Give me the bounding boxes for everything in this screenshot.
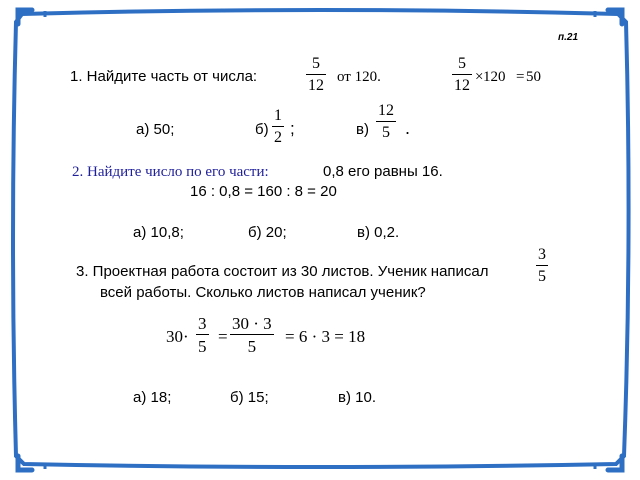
q2-option-c: в) 0,2.	[357, 224, 400, 241]
q2-statement: 0,8 его равны 16.	[323, 163, 443, 180]
q3-calc-rest: = 6 · 3 = 18	[285, 327, 366, 346]
q3-calc-fraction-1	[196, 315, 209, 355]
q2-heading: 2. Найдите число по его части:	[72, 164, 269, 180]
q1-option-a: а) 50;	[136, 121, 175, 138]
q3-line2: всей работы. Сколько листов написал ученик?	[100, 284, 426, 301]
q1-option-c-num: 12	[378, 102, 394, 119]
q3-calc-30: 30·	[166, 327, 189, 346]
q1-calc-value: 120	[483, 69, 506, 85]
q1-fraction	[306, 56, 326, 94]
q1-option-b-den: 2	[274, 129, 282, 146]
q2-calc: 16 : 0,8 = 160 : 8 = 20	[190, 183, 337, 200]
q2-option-b: б) 20;	[248, 224, 287, 241]
q3-fraction-num: 3	[538, 246, 546, 263]
q1-fraction-num: 5	[312, 55, 320, 72]
q1-heading: 1. Найдите часть от числа:	[70, 68, 258, 85]
q1-calc-eq: =	[516, 69, 525, 85]
q1-option-b-semicolon: ;	[290, 119, 295, 138]
q1-option-c-dot: .	[405, 118, 411, 138]
q1-calc-times: ×	[475, 69, 484, 85]
q3-fraction-den: 5	[538, 268, 546, 285]
q1-option-c: в)	[356, 121, 369, 138]
q3-calc-f1-num: 3	[198, 314, 207, 333]
q1-calc-num: 5	[458, 55, 466, 72]
page-number: п.21	[558, 32, 579, 43]
q1-calc-result: 50	[526, 69, 541, 85]
q3-calc-f2-num: 30 · 3	[232, 314, 272, 333]
q1-option-b-fraction	[272, 108, 284, 146]
q1-option-b-num: 1	[274, 107, 282, 124]
q3-calc-eq1: =	[218, 327, 228, 346]
q3-option-a: а) 18;	[133, 389, 172, 406]
q3-calc-fraction-2	[230, 315, 274, 355]
q1-option-c-fraction	[376, 103, 396, 141]
q1-fraction-den: 12	[308, 77, 324, 94]
q1-option-c-den: 5	[382, 124, 390, 141]
q3-calc-f1-den: 5	[198, 337, 207, 356]
q1-option-b: б)	[255, 121, 269, 138]
q2-option-a: а) 10,8;	[133, 224, 184, 241]
q3-calc-f2-den: 5	[247, 337, 257, 356]
q1-from-text: от 120.	[337, 69, 381, 85]
q1-calc-den: 12	[454, 77, 470, 94]
q3-fraction	[536, 247, 548, 285]
q1-calc-fraction	[452, 56, 472, 94]
q3-option-b: б) 15;	[230, 389, 269, 406]
q3-option-c: в) 10.	[338, 389, 376, 406]
q3-line1: 3. Проектная работа состоит из 30 листов. Ученик написал	[76, 263, 489, 280]
